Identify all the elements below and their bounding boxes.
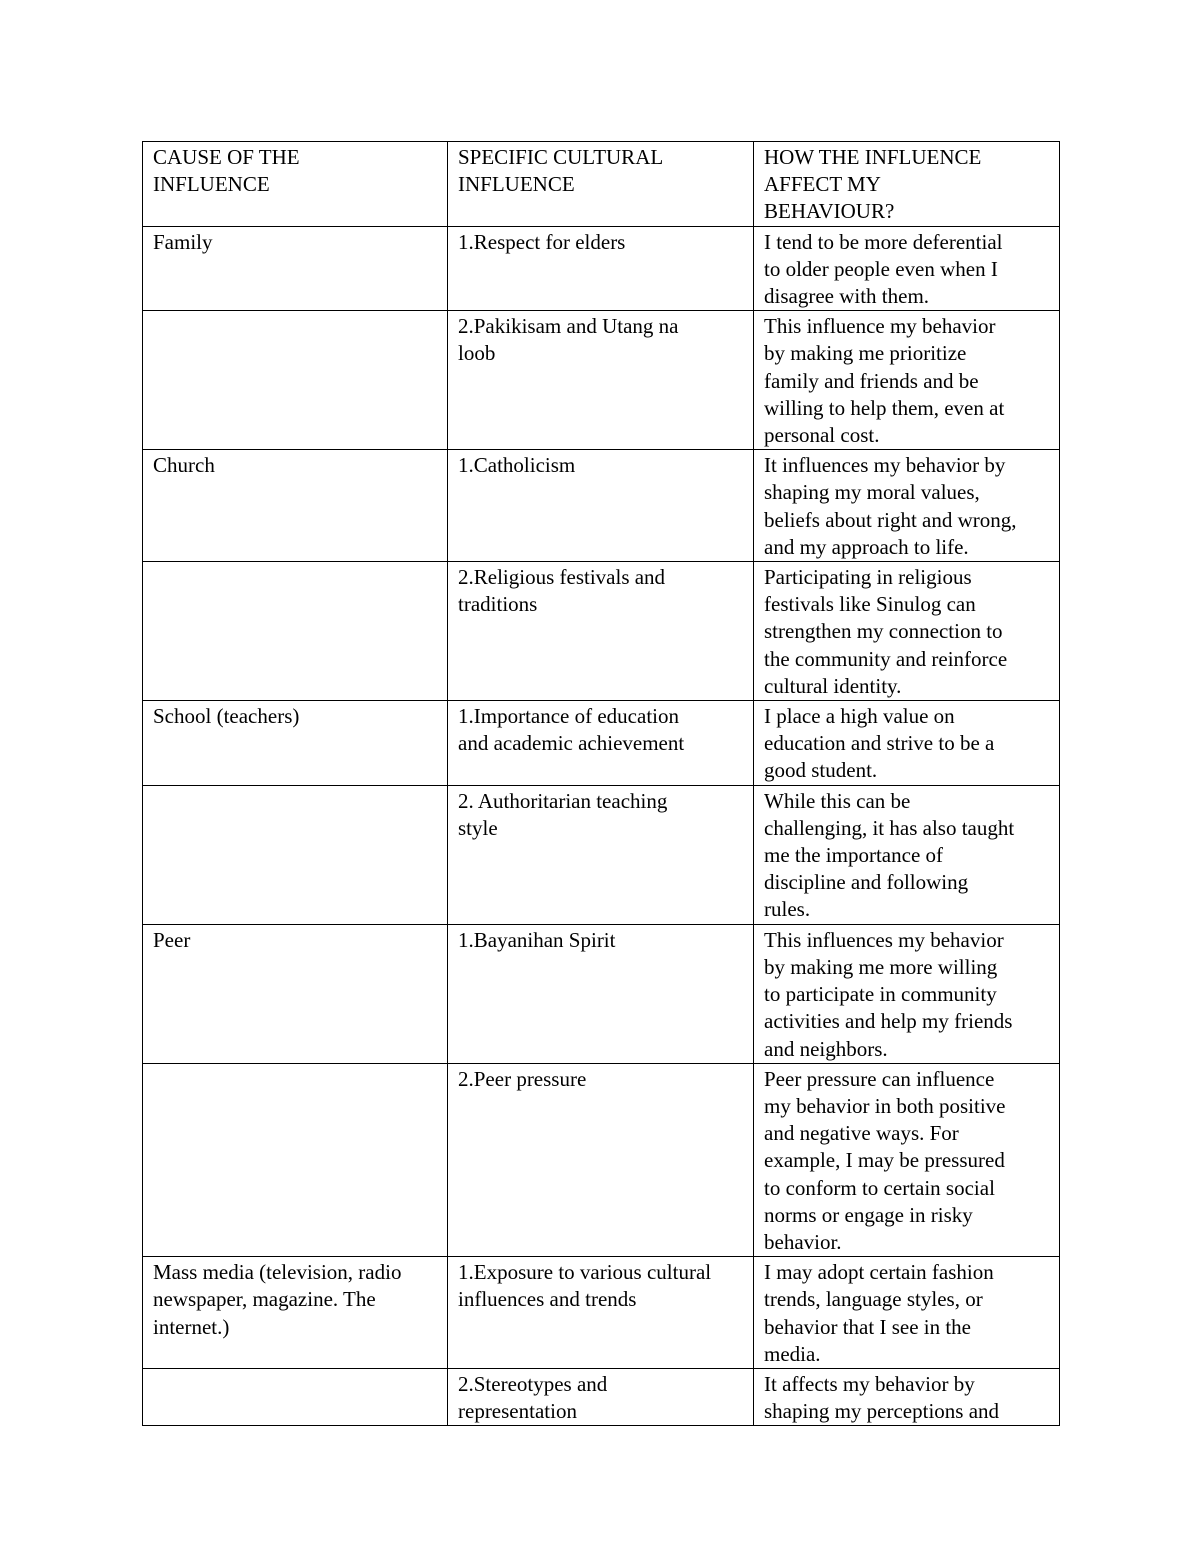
cause-cell: School (teachers) <box>143 701 448 786</box>
cause-cell: Mass media (television, radio newspaper, magazine. The internet.) <box>143 1257 448 1369</box>
effect-cell: I tend to be more deferential to older people even when I disagree with them. <box>754 226 1060 311</box>
effect-cell: Participating in religious festivals like Sinulog can strengthen my connection to the community and reinforce cultural identity. <box>754 562 1060 701</box>
influence-cell: 2.Stereotypes and representation <box>448 1368 754 1425</box>
table-header-row <box>143 142 1060 227</box>
influence-cell: 1.Catholicism <box>448 450 754 562</box>
influence-cell: 2.Religious festivals and traditions <box>448 562 754 701</box>
header-cause: CAUSE OF THE INFLUENCE <box>143 142 448 227</box>
cause-cell <box>143 785 448 924</box>
effect-cell: While this can be challenging, it has also taught me the importance of discipline and following rules. <box>754 785 1060 924</box>
header-effect: HOW THE INFLUENCE AFFECT MY BEHAVIOUR? <box>754 142 1060 227</box>
table-row <box>143 924 1060 1063</box>
table-row <box>143 226 1060 311</box>
table-row <box>143 311 1060 450</box>
cause-cell: Church <box>143 450 448 562</box>
cultural-influence-table <box>142 141 1060 1426</box>
cause-cell <box>143 1368 448 1425</box>
effect-cell: It influences my behavior by shaping my moral values, beliefs about right and wrong, and my approach to life. <box>754 450 1060 562</box>
effect-cell: This influence my behavior by making me prioritize family and friends and be willing to help them, even at personal cost. <box>754 311 1060 450</box>
table-row <box>143 1257 1060 1369</box>
cause-cell <box>143 1063 448 1256</box>
effect-cell: I place a high value on education and strive to be a good student. <box>754 701 1060 786</box>
effect-cell: It affects my behavior by shaping my perceptions and <box>754 1368 1060 1425</box>
table-row <box>143 450 1060 562</box>
effect-cell: Peer pressure can influence my behavior in both positive and negative ways. For example, I may be pressured to conform to certain social norms or engage in risky behavior. <box>754 1063 1060 1256</box>
influence-cell: 1.Importance of education and academic achievement <box>448 701 754 786</box>
table-row <box>143 785 1060 924</box>
table-row <box>143 1063 1060 1256</box>
table-row <box>143 562 1060 701</box>
table-row <box>143 701 1060 786</box>
effect-cell: I may adopt certain fashion trends, language styles, or behavior that I see in the media. <box>754 1257 1060 1369</box>
influence-cell: 1.Bayanihan Spirit <box>448 924 754 1063</box>
cause-cell <box>143 311 448 450</box>
influence-cell: 1.Respect for elders <box>448 226 754 311</box>
influence-cell: 2.Pakikisam and Utang na loob <box>448 311 754 450</box>
table-row <box>143 1368 1060 1425</box>
header-specific-influence: SPECIFIC CULTURAL INFLUENCE <box>448 142 754 227</box>
effect-cell: This influences my behavior by making me more willing to participate in community activities and help my friends and neighbors. <box>754 924 1060 1063</box>
influence-cell: 2. Authoritarian teaching style <box>448 785 754 924</box>
cause-cell: Peer <box>143 924 448 1063</box>
cause-cell <box>143 562 448 701</box>
influence-cell: 1.Exposure to various cultural influences and trends <box>448 1257 754 1369</box>
cause-cell: Family <box>143 226 448 311</box>
influence-cell: 2.Peer pressure <box>448 1063 754 1256</box>
